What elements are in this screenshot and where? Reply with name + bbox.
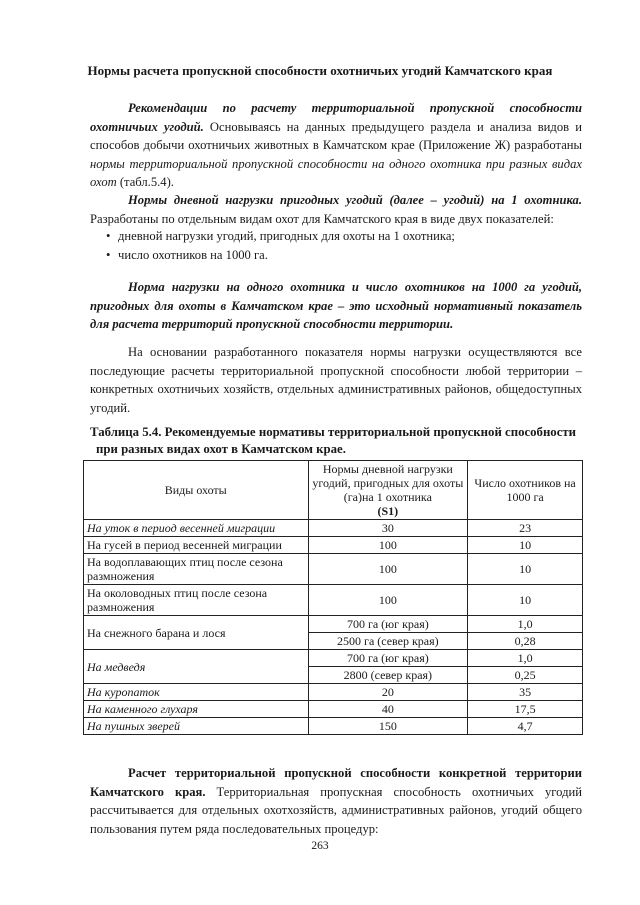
list-item: • число охотников на 1000 га.	[90, 246, 582, 265]
recommendations-italic: нормы территориальной пропускной способности на одного охотника при разных видах охот	[90, 156, 582, 189]
header-daily-norm: Нормы дневной нагрузки угодий, пригодных для охоты (га)на 1 охотника (S1)	[308, 461, 468, 520]
indicators-list	[90, 227, 582, 264]
page-number: 263	[311, 840, 329, 852]
table-row: На водоплавающих птиц после сезона размножения 100 10	[84, 554, 583, 585]
paragraph-key-indicator: Норма нагрузки на одного охотника и число охотников на 1000 га угодий, пригодных для охоты в Камчатском крае – это исходный нормативный показатель для расчета территорий пропускной способности территории.	[90, 280, 582, 331]
paragraph-daily-norms	[90, 191, 582, 228]
table-row: На уток в период весенней миграции 30 23	[84, 520, 583, 537]
daily-norms-lead: Нормы дневной нагрузки пригодных угодий (далее – угодий) на 1 охотника.	[128, 193, 582, 207]
table-row: На снежного барана и лося 700 га (юг края) 1,0	[84, 616, 583, 633]
norms-table	[83, 460, 583, 735]
table-row: На куропаток 20 35	[84, 684, 583, 701]
recommendations-text-2: (табл.5.4).	[116, 175, 174, 189]
table-row: На пушных зверей 150 4,7	[84, 718, 583, 735]
table-row: 2800 (север края) 0,25	[84, 667, 583, 684]
table-row: На каменного глухаря 40 17,5	[84, 701, 583, 718]
territory-calc-text: Территориальная пропускная способность охотничьих угодий рассчитывается для отдельных охотхозяйств, административных районов, угодий общего пользования путем ряда последовательных процедур:	[90, 784, 582, 836]
bullet-icon: •	[106, 229, 111, 243]
paragraph-territory-calculation	[90, 764, 582, 838]
daily-norms-text: Разработаны по отдельным видам охот для Камчатского края в виде двух показателей:	[90, 211, 554, 226]
table-row: 2500 га (север края) 0,28	[84, 633, 583, 650]
header-hunt-type: Виды охоты	[84, 461, 309, 520]
territory-calc-lead: Расчет территориальной пропускной способности конкретной территории Камчатского края.	[90, 766, 582, 799]
paragraph-calculations: На основании разработанного показателя нормы нагрузки осуществляются все последующие расчеты территориальной пропускной способности любой территории – конкретных охотничьих хозяйств, отдельных административных районов, общедоступных угодий.	[90, 345, 582, 415]
header-hunters-count: Число охотников на 1000 га	[468, 461, 583, 520]
table-header-row	[84, 461, 583, 520]
bullet-icon: •	[106, 247, 111, 262]
table-row: На медведя 700 га (юг края) 1,0	[84, 650, 583, 667]
table-row: На гусей в период весенней миграции 100 10	[84, 537, 583, 554]
recommendations-text-1: Основываясь на данных предыдущего раздела и анализа видов и способов добычи охотничьих животных в Камчатском крае (Приложение Ж) разработаны	[90, 119, 582, 152]
paragraph-recommendations	[90, 99, 582, 192]
recommendations-lead: Рекомендации по расчету территориальной пропускной способности охотничьих угодий.	[90, 101, 582, 134]
table-row: На околоводных птиц после сезона размножения 100 10	[84, 585, 583, 616]
page-title: Нормы расчета пропускной способности охотничьих угодий Камчатского края	[87, 63, 553, 78]
list-item: • дневной нагрузки угодий, пригодных для охоты на 1 охотника;	[90, 227, 582, 246]
table-caption: Таблица 5.4. Рекомендуемые нормативы территориальной пропускной способности при разных видах охот в Камчатском крае.	[90, 425, 577, 456]
